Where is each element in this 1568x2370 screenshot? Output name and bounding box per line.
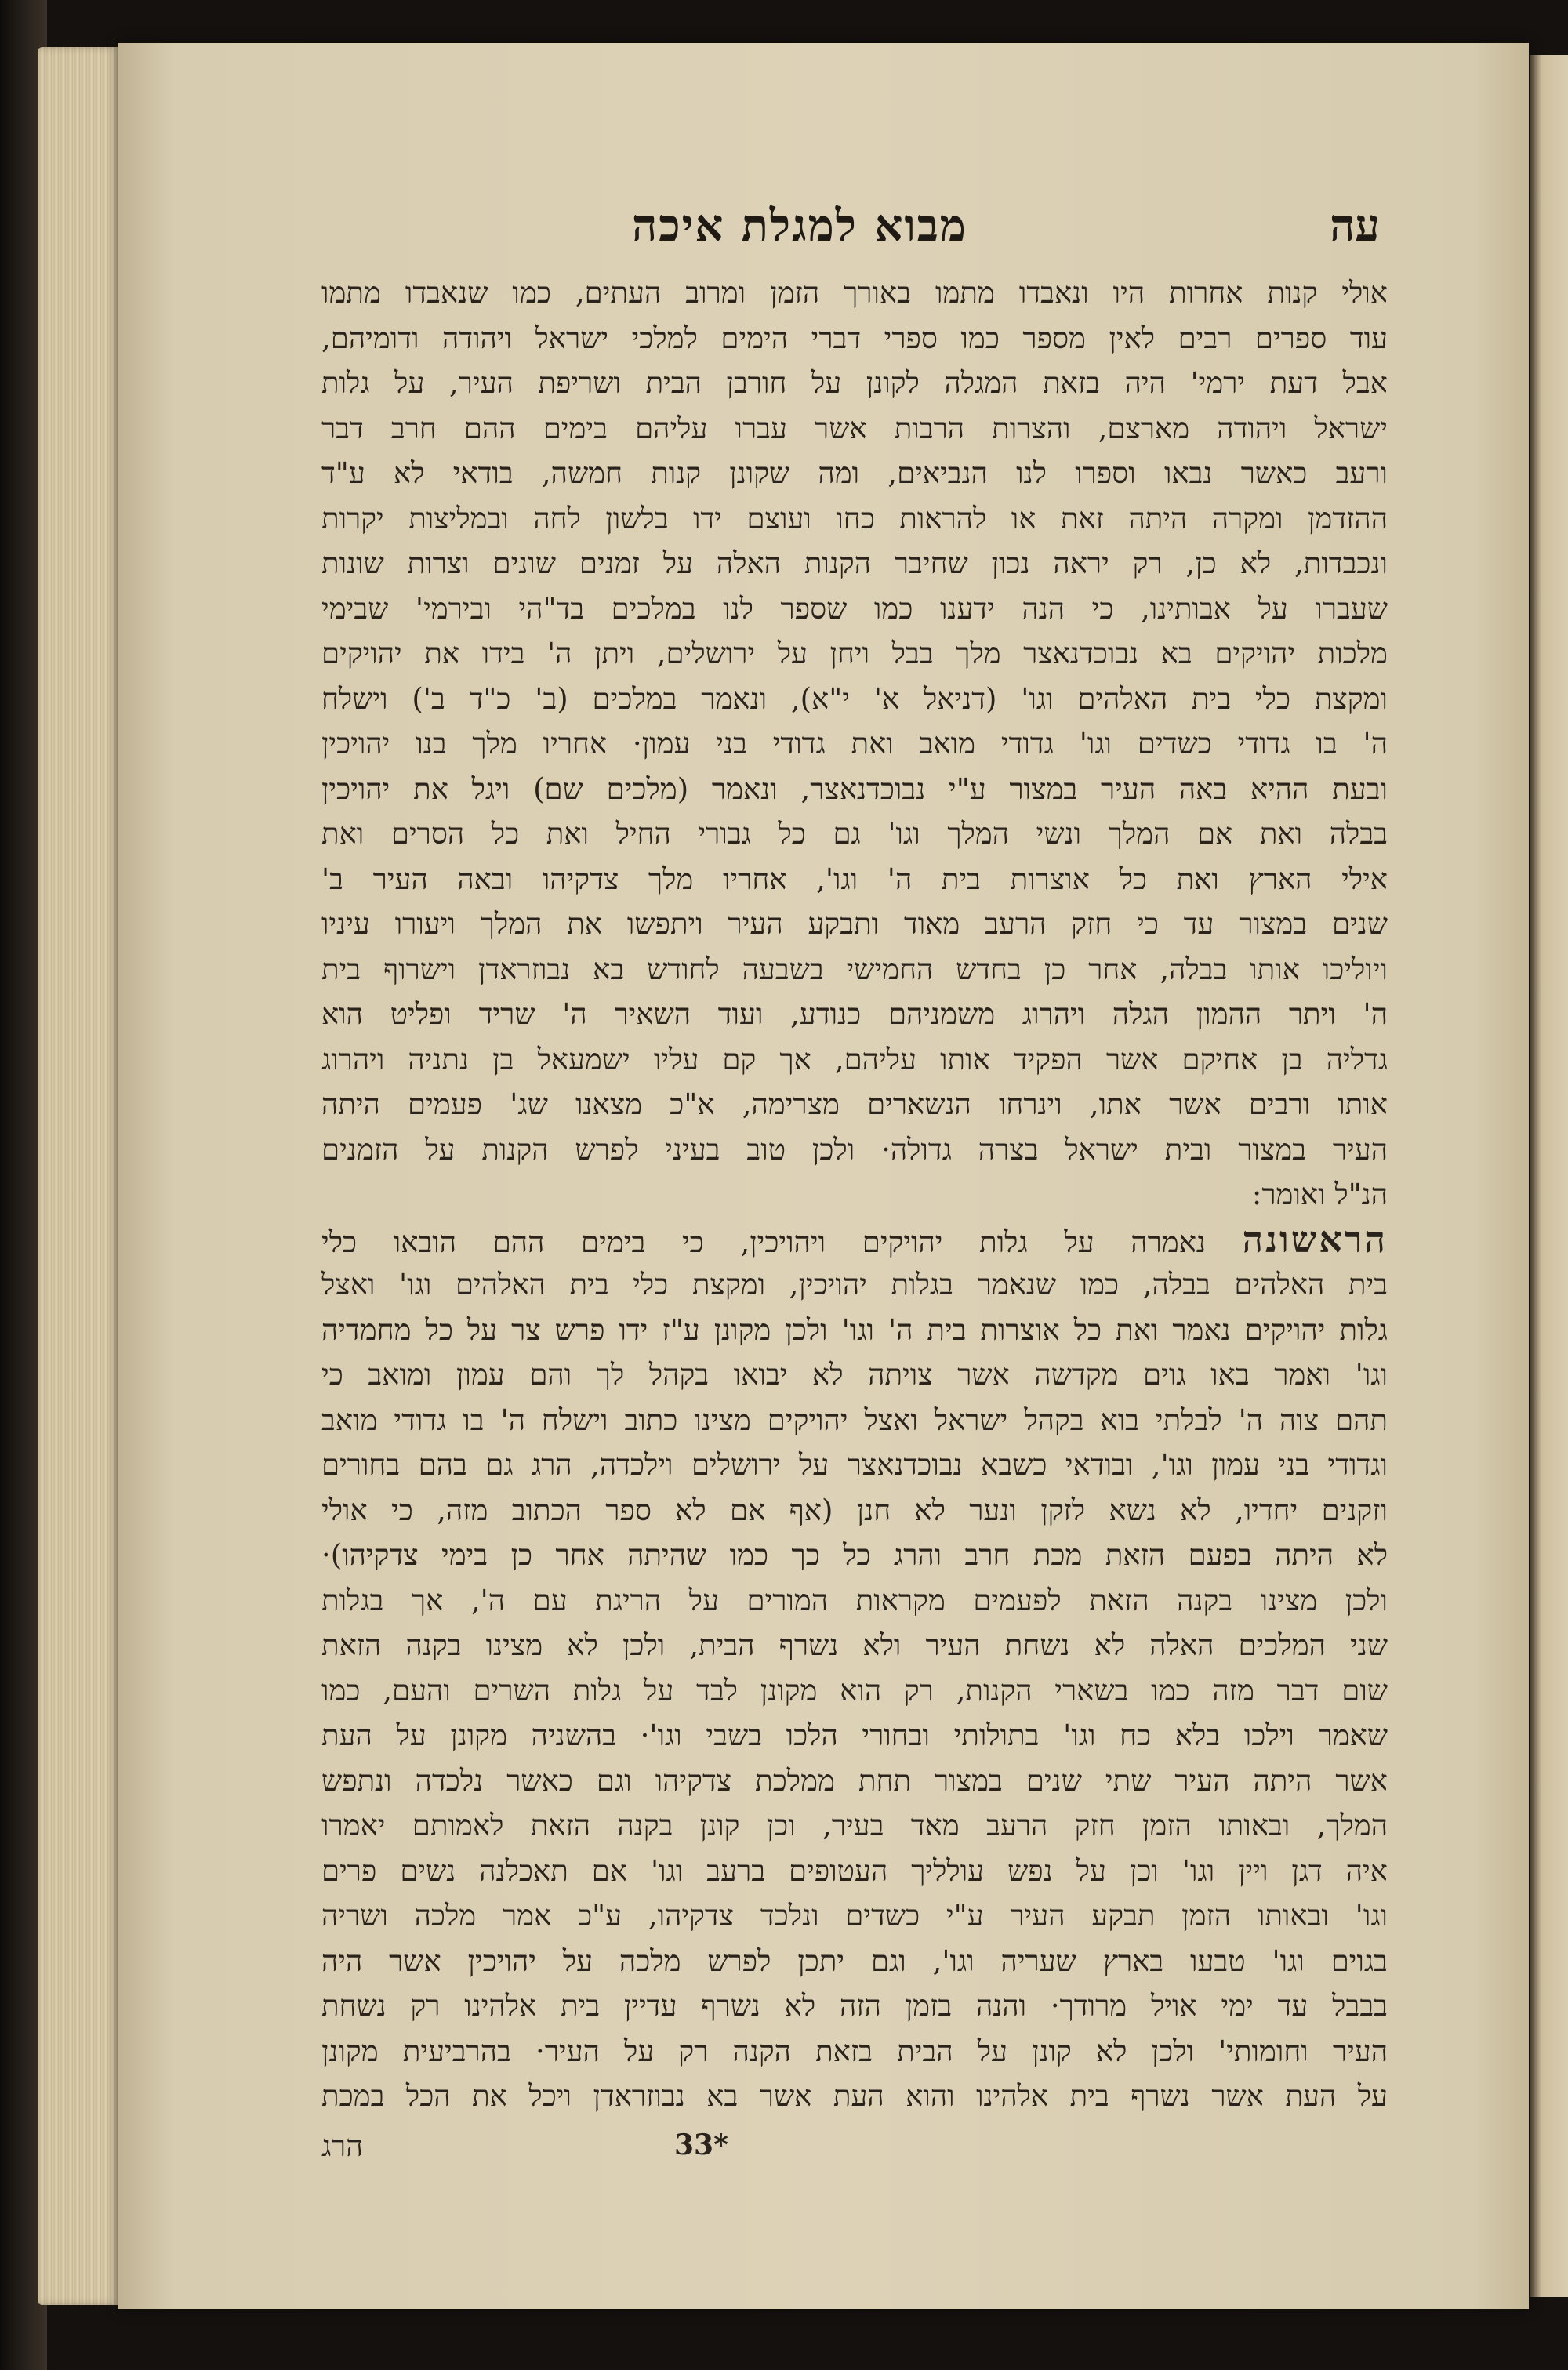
- text-line: לא היתה בפעם הזאת מכת חרב והרג כל כך כמו שהיתה אחר כן בימי צדקיהו)·: [321, 1538, 1388, 1572]
- catchword: הרג: [321, 2129, 364, 2163]
- text-line: אשר היתה העיר שתי שנים במצור תחת ממלכת צדקיהו וגם כאשר נלכדה ונתפש: [321, 1763, 1388, 1798]
- text-line: אבל דעת ירמי' היה בזאת המגלה לקונן על חורבן הבית ושריפת העיר, על גלות: [321, 366, 1388, 400]
- text-line: שנים במצור עד כי חזק הרעב מאוד ותבקע העיר ויתפשו את המלך ויעורו עיניו: [321, 907, 1388, 941]
- text-line: שעברו על אבותינו, כי הנה ידענו כמו שספר לנו במלכים בד"הי ובירמי' שבימי: [321, 591, 1388, 626]
- text-line: בית האלהים בבלה, כמו שנאמר בגלות יהויכין, ומקצת כלי בית האלהים וגו' ואצל: [321, 1268, 1388, 1301]
- page-header: [220, 200, 1380, 255]
- text-line: ומקצת כלי בית האלהים וגו' (דניאל א' י"א), ונאמר במלכים (ב' כ"ד ב') וישלח: [321, 681, 1388, 716]
- text-line: [321, 1218, 1388, 1263]
- text-line: וגדודי בני עמון וגו', ובודאי כשבא נבוכדנאצר על ירושלים וילכדה, הרג גם בהם בחורים: [321, 1448, 1388, 1482]
- text-line: ישראל ויהודה מארצם, והצרות הרבות אשר עברו עליהם בימים ההם חרב דבר: [321, 411, 1388, 445]
- page-edges: [38, 47, 124, 2305]
- text-line: ה' בו גדודי כשדים וגו' גדודי מואב ואת גדודי בני עמון· אחריו מלך בנו יהויכין: [321, 727, 1388, 760]
- text-line: ויוליכו אותו בבלה, אחר כן בחדש החמישי בשבעה לחודש בא נבוזראדן וישרוף בית: [321, 952, 1388, 986]
- text-line: וגו' ואמר באו גוים מקדשה אשר צויתה לא יבואו בקהל לך והם עמון ומואב כי: [321, 1358, 1388, 1392]
- text-line: ונכבדות, לא כן, רק יראה נכון שחיבר הקנות האלה על זמנים שונים וצרות שונות: [321, 546, 1388, 580]
- text-line: ה' ויתר ההמון הגלה ויהרוג משמניהם כנודע, ועוד השאיר ה' שריד ופליט הוא: [321, 997, 1388, 1031]
- text-line: המלך, ובאותו הזמן חזק הרעב מאד בעיר, וכן קונן בקנה הזאת לאמותם יאמרו: [321, 1809, 1388, 1842]
- text-line: איה דגן ויין וגו' וכן על נפש עולליך העטופים ברעב וגו' אם תאכלנה נשים פרים: [321, 1853, 1388, 1888]
- text-line: בבבל עד ימי אויל מרודך· והנה בזמן הזה לא נשרף עדיין בית אלהינו רק נשחת: [321, 1989, 1388, 2023]
- text-line: ולכן מצינו בקנה הזאת לפעמים מקראות המורים על הריגת עם ה', אך בגלות: [321, 1583, 1388, 1617]
- text-line-rest: נאמרה על גלות יהויקים ויהויכין, כי בימים ההם הובאו כלי: [321, 1225, 1206, 1259]
- paragraph-2: [321, 1218, 1388, 2119]
- text-line: ובעת ההיא באה העיר במצור ע"י נבוכדנאצר, ונאמר (מלכים שם) ויגל את יהויכין: [321, 771, 1388, 806]
- text-line: שאמר וילכו בלא כח וגו' בתולותי ובחורי הלכו בשבי וגו'· בהשניה מקונן על העת: [321, 1719, 1388, 1752]
- text-line: וזקנים יחדיו, לא נשא לזקן ונער לא חנן (אף אם לא ספר הכתוב מזה, כי אולי: [321, 1493, 1388, 1527]
- text-line: העיר וחומותי' ולכן לא קונן על הבית בזאת הקנה רק על העיר· בהרביעית מקונן: [321, 2034, 1388, 2068]
- text-line: בגוים וגו' טבעו בארץ שעריה וגו', וגם יתכן לפרש מלכה על יהויכין אשר היה: [321, 1944, 1388, 1978]
- text-line: שום דבר מזה כמו בשארי הקנות, רק הוא מקונן לבד על גלות השרים והעם, כמו: [321, 1673, 1388, 1708]
- text-line: אותו ורבים אשר אתו, וינרחו הנשארים מצרימה, א"כ מצאנו שג' פעמים היתה: [321, 1087, 1388, 1121]
- text-line: ההזדמן ומקרה היתה זאת או להראות כחו ועוצם ידו בלשון לחה ובמליצות יקרות: [321, 501, 1388, 535]
- signature-mark: 33*: [674, 2129, 728, 2161]
- text-line: העיר במצור ובית ישראל בצרה גדולה· ולכן טוב בעיני לפרש הקנות על הזמנים: [321, 1132, 1388, 1167]
- paragraph-1: [321, 270, 1388, 1218]
- page-number: עה: [1330, 200, 1380, 252]
- running-title: מבוא למגלת איכה: [632, 200, 967, 252]
- text-line: גלות יהויקים נאמר ואת כל אוצרות בית ה' וגו' ולכן מקונן ע"ז ידו פרש צר על כל מחמדיה: [321, 1312, 1388, 1347]
- lead-word: הראשונה: [1242, 1218, 1388, 1261]
- text-line: אולי קנות אחרות היו ונאבדו מתמו באורך הזמן ומרוב העתים, כמו שנאבדו מתמו: [321, 276, 1388, 310]
- main-text: [321, 270, 1388, 2119]
- text-line: הנ"ל ואומר:: [1251, 1178, 1388, 1211]
- text-line: שני המלכים האלה לא נשחת העיר ולא נשרף הבית, ולכן לא מצינו בקנה הזאת: [321, 1628, 1388, 1662]
- text-line: גדליה בן אחיקם אשר הפקיד אותו עליהם, אך קם עליו ישמעאל בן נתניה ויהרוג: [321, 1042, 1388, 1076]
- text-line: וגו' ובאותו הזמן תבקע העיר ע"י כשדים ונלכד צדקיהו, ע"כ אמר מלכה ושריה: [321, 1899, 1388, 1933]
- text-line: תהם צוה ה' לבלתי בוא בקהל ישראל ואצל יהויקים מצינו כתוב וישלח ה' בו גדודי מואב: [321, 1403, 1388, 1437]
- text-line: אילי הארץ ואת כל אוצרות בית ה' וגו', אחריו מלך צדקיהו ובאה העיר ב': [321, 862, 1388, 896]
- text-line: מלכות יהויקים בא נבוכדנאצר מלך בבל ויחן על ירושלים, ויתן ה' בידו את יהויקים: [321, 637, 1388, 670]
- text-line: ורעב כאשר נבאו וספרו לנו הנביאים, ומה שקונן קנות חמשה, בודאי לא ע"ד: [321, 456, 1388, 490]
- text-line: עוד ספרים רבים לאין מספר כמו ספרי דברי הימים למלכי ישראל ויהודה ודומיהם,: [321, 321, 1388, 355]
- text-line: בבלה ואת אם המלך ונשי המלך וגו' גם כל גבורי החיל ואת כל הסרים ואת: [321, 817, 1388, 851]
- facing-page-edge: [1530, 55, 1568, 2297]
- text-line: על העת אשר נשרף בית אלהינו והוא העת אשר בא נבוזראדן ויכל את הכל במכת: [321, 2079, 1388, 2113]
- page-footer: [321, 2129, 1388, 2176]
